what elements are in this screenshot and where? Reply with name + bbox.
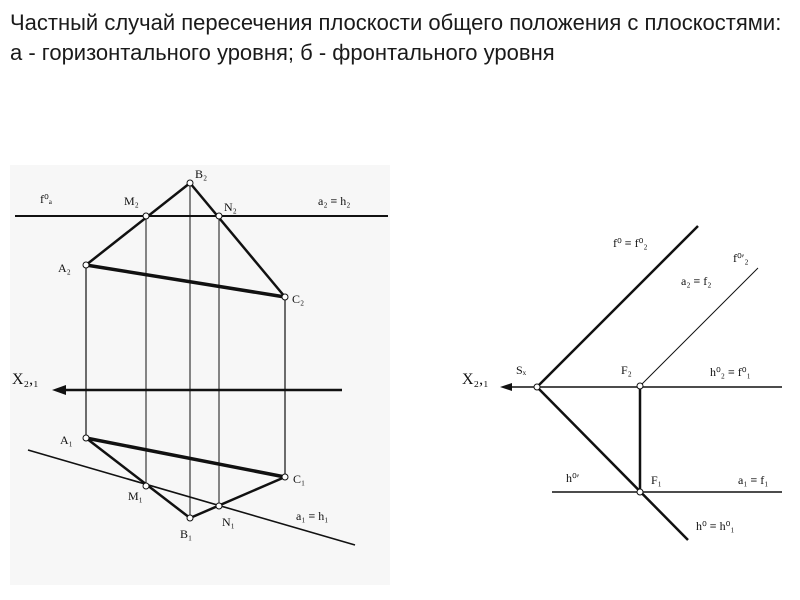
label-B1: B₁ (180, 527, 193, 541)
point-N2 (216, 213, 222, 219)
label-a2-f2: a₂ ≡ f₂ (681, 274, 712, 288)
label-a1-h1: a₁ ≡ h₁ (296, 509, 329, 523)
left-diagram-background (10, 165, 390, 585)
right-x-axis-arrow-icon (500, 383, 512, 391)
label-N2: N₂ (224, 200, 237, 214)
label-x21-right: X₂,₁ (462, 371, 489, 388)
point-C1 (282, 474, 288, 480)
slide-title: Частный случай пересечения плоскости общего положения с плоскостями: а - горизонтального уровня; б - фронтального уровня (10, 10, 782, 65)
label-f0: f⁰ₐ (40, 192, 53, 206)
label-x21-left: X₂,₁ (12, 371, 39, 388)
left-diagram (10, 165, 390, 585)
label-h02-f01: h⁰₂ ≡ f⁰₁ (710, 365, 751, 379)
label-h0-h01: h⁰ ≡ h⁰₁ (696, 519, 735, 533)
label-Sx: Sₓ (516, 363, 527, 377)
label-B2: B₂ (195, 167, 208, 181)
point-F1 (637, 489, 643, 495)
right-diagram (462, 226, 782, 540)
point-M2 (143, 213, 149, 219)
point-A1 (83, 435, 89, 441)
label-a1-f1: a₁ ≡ f₁ (738, 473, 769, 487)
label-F1: F₁ (651, 473, 662, 487)
label-f0-f02: f⁰ ≡ f⁰₂ (613, 236, 648, 250)
label-A1: A₁ (60, 433, 73, 447)
label-A2: A₂ (58, 261, 71, 275)
point-B1 (187, 515, 193, 521)
point-A2 (83, 262, 89, 268)
point-N1 (216, 503, 222, 509)
label-C2: C₂ (292, 292, 305, 306)
point-F2 (637, 383, 643, 389)
label-f0prime2: f⁰′₂ (733, 251, 749, 265)
label-a2-h2: a₂ ≡ h₂ (318, 194, 351, 208)
point-C2 (282, 294, 288, 300)
h0-trace-line (537, 387, 688, 540)
label-h0prime: h⁰′ (566, 471, 580, 485)
label-F2: F₂ (621, 363, 632, 377)
point-M1 (143, 483, 149, 489)
label-M1: M₁ (128, 489, 143, 503)
point-B2 (187, 180, 193, 186)
label-M2: M₂ (124, 194, 139, 208)
point-Sx (534, 384, 540, 390)
label-C1: C₁ (293, 472, 306, 486)
label-N1: N₁ (222, 515, 235, 529)
f0-trace-line (537, 226, 698, 387)
